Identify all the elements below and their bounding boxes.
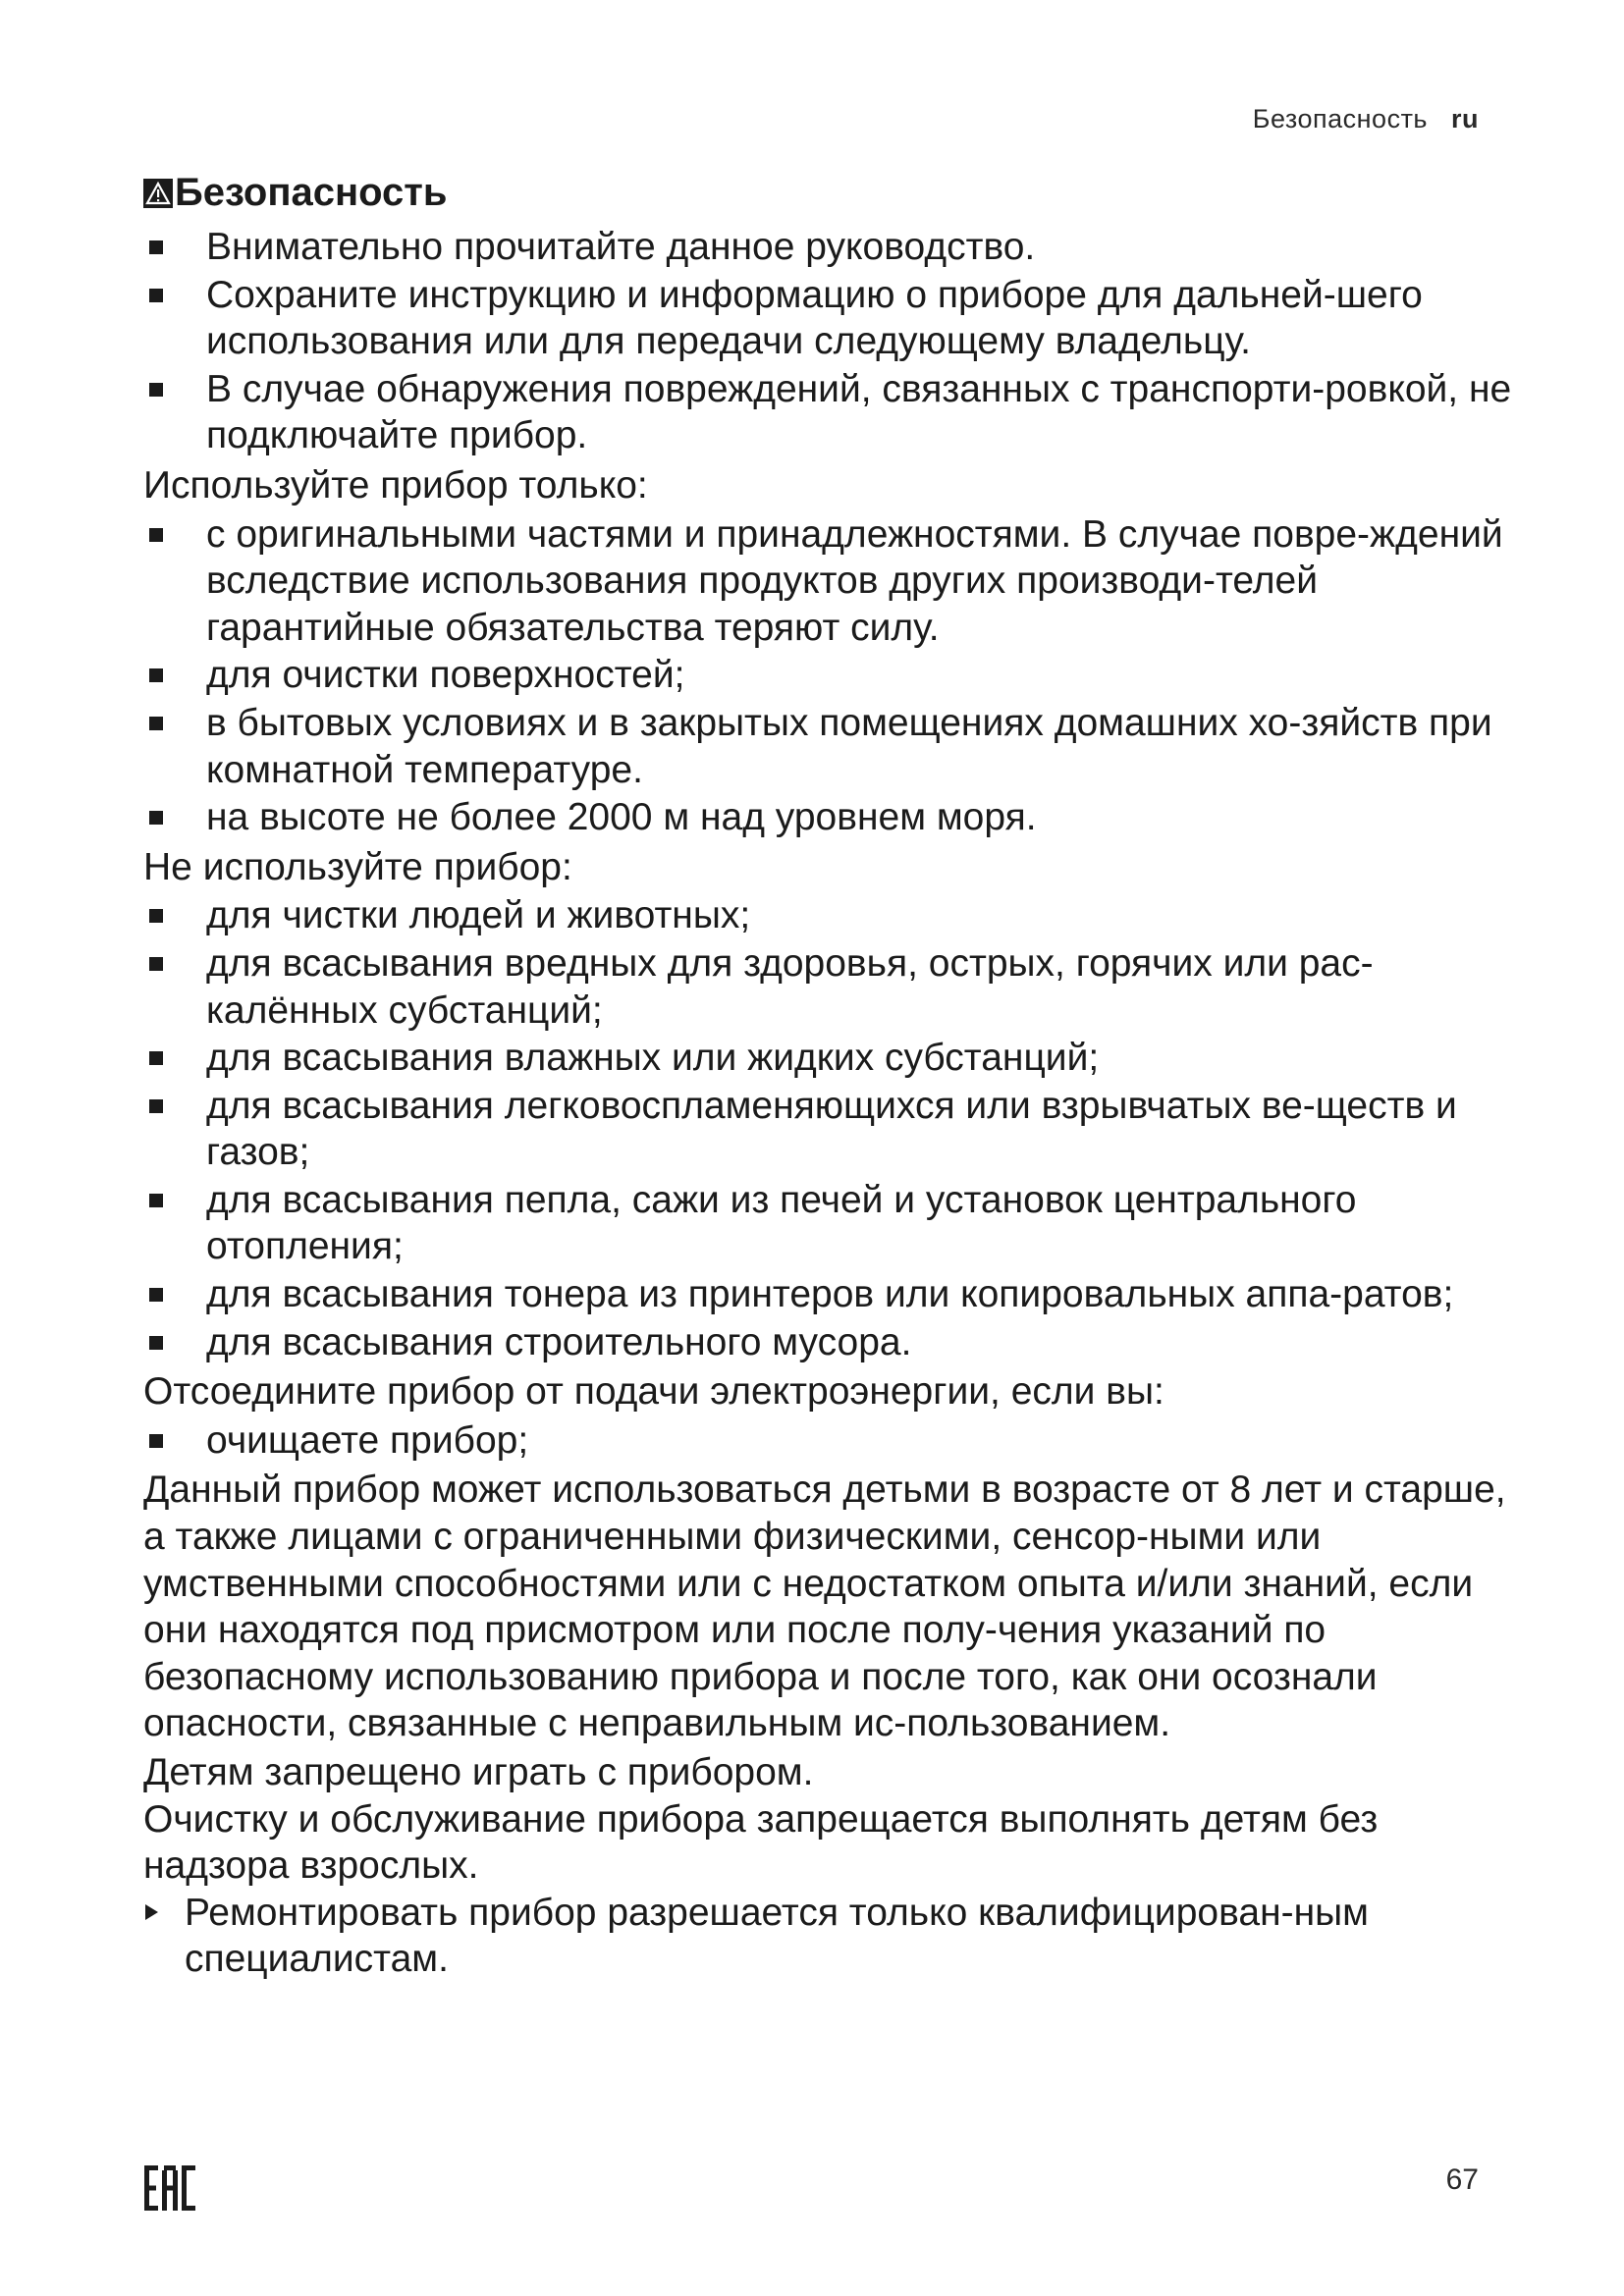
prohibited-use-list — [143, 892, 1518, 1365]
bullet-square-icon — [149, 383, 163, 397]
list-item: для всасывания тонера из принтеров или копировальных аппа-ратов; — [143, 1271, 1518, 1318]
bullet-square-icon — [149, 1051, 163, 1065]
disconnect-list — [143, 1417, 1518, 1465]
repair-instruction-text: Ремонтировать прибор разрешается только квалифицирован-ным специалистам. — [185, 1891, 1369, 1981]
section-heading — [143, 167, 1518, 220]
bullet-square-icon — [149, 1099, 163, 1113]
warning-triangle-icon — [143, 179, 173, 208]
page-number: 67 — [1445, 2163, 1479, 2196]
bullet-square-icon — [149, 1288, 163, 1302]
do-not-use-intro: Не используйте прибор: — [143, 845, 572, 888]
bullet-square-icon — [149, 668, 163, 682]
list-item: В случае обнаружения повреждений, связанных с транспорти-ровкой, не подключайте прибор. — [143, 366, 1518, 459]
repair-instruction — [143, 1890, 1518, 1983]
list-item: для очистки поверхностей; — [143, 652, 1518, 699]
bullet-square-icon — [149, 1336, 163, 1350]
children-cleaning-paragraph: Очистку и обслуживание прибора запрещается выполнять детям без надзора взрослых. — [143, 1797, 1379, 1888]
list-item: для всасывания пепла, сажи из печей и установок центрального отопления; — [143, 1177, 1518, 1270]
bullet-square-icon — [149, 957, 163, 971]
list-item: для всасывания влажных или жидких субстанций; — [143, 1035, 1518, 1082]
list-item: Сохраните инструкцию и информацию о приборе для дальней-шего использования или для передачи следующему владельцу. — [143, 272, 1518, 365]
list-item: в бытовых условиях и в закрытых помещениях домашних хо-зяйств при комнатной температуре. — [143, 700, 1518, 793]
use-only-intro: Используйте прибор только: — [143, 463, 648, 507]
bullet-square-icon — [149, 717, 163, 730]
running-header — [1253, 104, 1479, 134]
header-language-code: ru — [1451, 104, 1479, 133]
page-content — [143, 167, 1518, 1983]
header-section-title: Безопасность — [1252, 104, 1428, 133]
bullet-square-icon — [149, 528, 163, 542]
bullet-square-icon — [149, 1194, 163, 1207]
bullet-square-icon — [149, 289, 163, 302]
bullet-square-icon — [149, 811, 163, 825]
list-item: для всасывания строительного мусора. — [143, 1319, 1518, 1366]
general-safety-list — [143, 224, 1518, 459]
bullet-square-icon — [149, 1434, 163, 1448]
step-arrow-icon — [145, 1904, 158, 1920]
list-item: с оригинальными частями и принадлежностями. В случае повре-ждений вследствие использования продуктов других производи-телей гарантийные обязательства теряют силу. — [143, 511, 1518, 652]
list-item: для всасывания легковоспламеняющихся или взрывчатых ве-ществ и газов; — [143, 1083, 1518, 1176]
bullet-square-icon — [149, 909, 163, 923]
children-play-paragraph: Детям запрещено играть с прибором. — [143, 1751, 814, 1793]
list-item: для всасывания вредных для здоровья, острых, горячих или рас-калённых субстанций; — [143, 940, 1518, 1034]
list-item: для чистки людей и животных; — [143, 892, 1518, 939]
disconnect-intro: Отсоедините прибор от подачи электроэнергии, если вы: — [143, 1370, 1164, 1414]
section-title: Безопасность — [175, 171, 448, 215]
list-item: Внимательно прочитайте данное руководство. — [143, 224, 1518, 271]
list-item: очищаете прибор; — [143, 1417, 1518, 1465]
eac-mark-icon — [143, 2163, 196, 2213]
children-usage-paragraph: Данный прибор может использоваться детьми в возрасте от 8 лет и старше, а также лицами с ограниченными физическими, сенсор-ными или умственными способностями или с недостатком опыта и/или знаний, если они находятся под присмотром или после полу-чения указаний по безопасному использованию прибора и после того, как они осознали опасности, связанные с неправильным ис-пользованием. — [143, 1468, 1506, 1745]
bullet-square-icon — [149, 240, 163, 254]
list-item: на высоте не более 2000 м над уровнем моря. — [143, 794, 1518, 841]
permitted-use-list — [143, 511, 1518, 841]
